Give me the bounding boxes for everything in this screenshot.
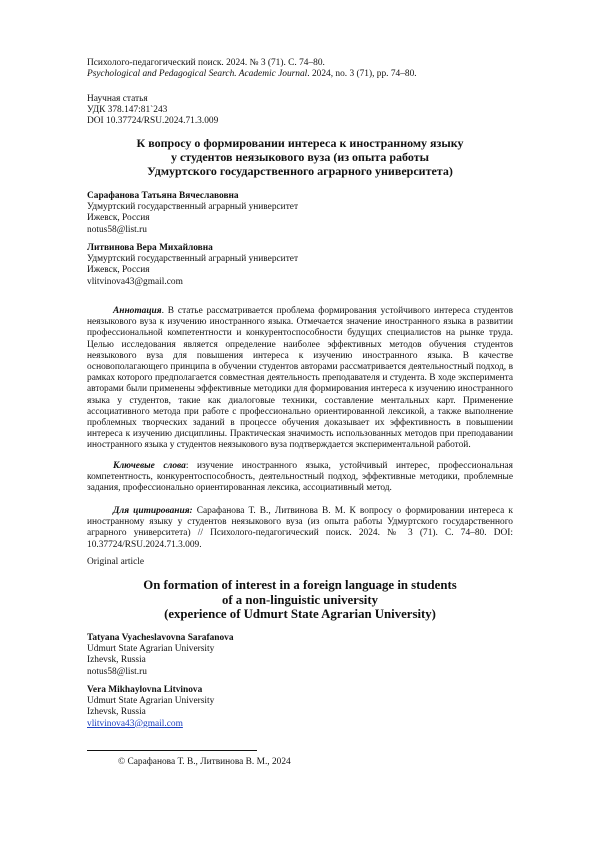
abstract [87, 306, 513, 452]
author-name: Tatyana Vyacheslavovna Sarafanova [87, 633, 234, 643]
author-email[interactable]: notus58@list.ru [87, 224, 147, 235]
title-en-line2: of a non-linguistic university [221, 592, 379, 607]
title-ru-line2: у студентов неязыкового вуза (из опыта работы [170, 150, 430, 165]
author-name: Сарафанова Татьяна Вячеславовна [87, 191, 239, 201]
original-article-label: Original article [87, 557, 145, 567]
copyright: © Сарафанова Т. В., Литвинова В. М., 2024 [118, 757, 291, 767]
abstract-text: . В статье рассматривается проблема формирования устойчивого интереса студентов неязыкового вуза к изучению иностранного языка. Отмечается значение иностранного языка в развитии профессиональной компетентности и конкурентоспособности будущих специалистов на рынке труда. Целью исследования является определение наиболее эффективных методов обучения студентов неязыкового вуза для повышения интереса к изучению иностранного языка. В качестве основополагающего принципа в обучении студентов авторами рассматривается деятельностный подход, в рамках которого предполагается совместная деятельность преподавателя и студента. В ходе эксперимента авторами были применены эффективные методики для формирования интереса к изучению иностранного языка у студентов, такие как диалоговые техники, составление ментальных карт. Применение ассоциативного метода при работе с профессионально ориентированной лексикой, а также выполнение проблемных творческих заданий в процессе обучения доказывает их эффективность в повышении интереса к изучению дисциплины. Практическая значимость использованных методов при преподавании иностранного языка у студентов неязыкового вуза подтверждается экспериментальной работой. [87, 306, 513, 451]
journal-name-en: Psychological and Pedagogical Search. Academic Journal [87, 69, 308, 80]
abstract-label: Аннотация [113, 306, 162, 316]
author-city: Izhevsk, Russia [87, 707, 146, 718]
keywords [87, 461, 513, 495]
journal-issue-en: . 2024, no. 3 (71), pp. 74–80. [307, 69, 417, 80]
author-name: Vera Mikhaylovna Litvinova [87, 685, 203, 695]
author-en-2 [87, 685, 513, 730]
title-en-line1: On formation of interest in a foreign language in students [143, 578, 457, 592]
author-en-1 [87, 633, 513, 678]
citation-label: Для цитирования: [113, 506, 193, 516]
journal-line-en [87, 69, 513, 80]
author-email[interactable]: notus58@list.ru [87, 666, 147, 677]
keywords-label: Ключевые слова [113, 461, 186, 471]
footnote-divider [87, 750, 257, 751]
journal-header [87, 58, 513, 80]
author-affiliation: Удмуртский государственный аграрный университет [87, 202, 299, 213]
author-city: Izhevsk, Russia [87, 655, 146, 666]
citation-text: Сарафанова Т. В., Литвинова В. М. К вопросу о формировании интереса к иностранному языку у студентов неязыкового вуза (из опыта работы Удмуртского государственного аграрного университета) // Психолого-педагогический поиск. 2024. № 3 (71). С. 74–80. DOI: 10.37724/RSU.2024.71.3.009. [87, 506, 513, 550]
title-en-line3: (experience of Udmurt State Agrarian University) [164, 607, 436, 622]
article-meta [87, 94, 513, 128]
title-ru [87, 136, 513, 179]
author-name: Литвинова Вера Михайловна [87, 243, 213, 253]
title-en [87, 578, 513, 622]
author-affiliation: Удмуртский государственный аграрный университет [87, 254, 299, 265]
keywords-text: : изучение иностранного языка, устойчивый интерес, профессиональная компетентность, конкурентоспособность, деятельностный подход, эффективные методики, проблемные задания, профессионально ориентированная лексика, ассоциативный метод. [87, 461, 513, 494]
author-ru-2 [87, 243, 513, 288]
title-ru-line3: Удмуртского государственного аграрного университета) [147, 164, 453, 179]
author-ru-1 [87, 191, 513, 236]
author-affiliation: Udmurt State Agrarian University [87, 696, 215, 707]
citation [87, 506, 513, 551]
title-ru-line1: К вопросу о формировании интереса к иностранному языку [136, 136, 464, 150]
author-email-link[interactable]: vlitvinova43@gmail.com [87, 718, 183, 729]
author-email[interactable]: vlitvinova43@gmail.com [87, 276, 183, 287]
author-affiliation: Udmurt State Agrarian University [87, 644, 215, 655]
journal-line-ru: Психолого-педагогический поиск. 2024. № 3 (71). С. 74–80. [87, 58, 325, 68]
author-city: Ижевск, Россия [87, 213, 150, 224]
author-city: Ижевск, Россия [87, 265, 150, 276]
doi: DOI 10.37724/RSU.2024.71.3.009 [87, 116, 219, 127]
article-type: Научная статья [87, 94, 148, 104]
udc-code: УДК 378.147:81`243 [87, 105, 168, 116]
